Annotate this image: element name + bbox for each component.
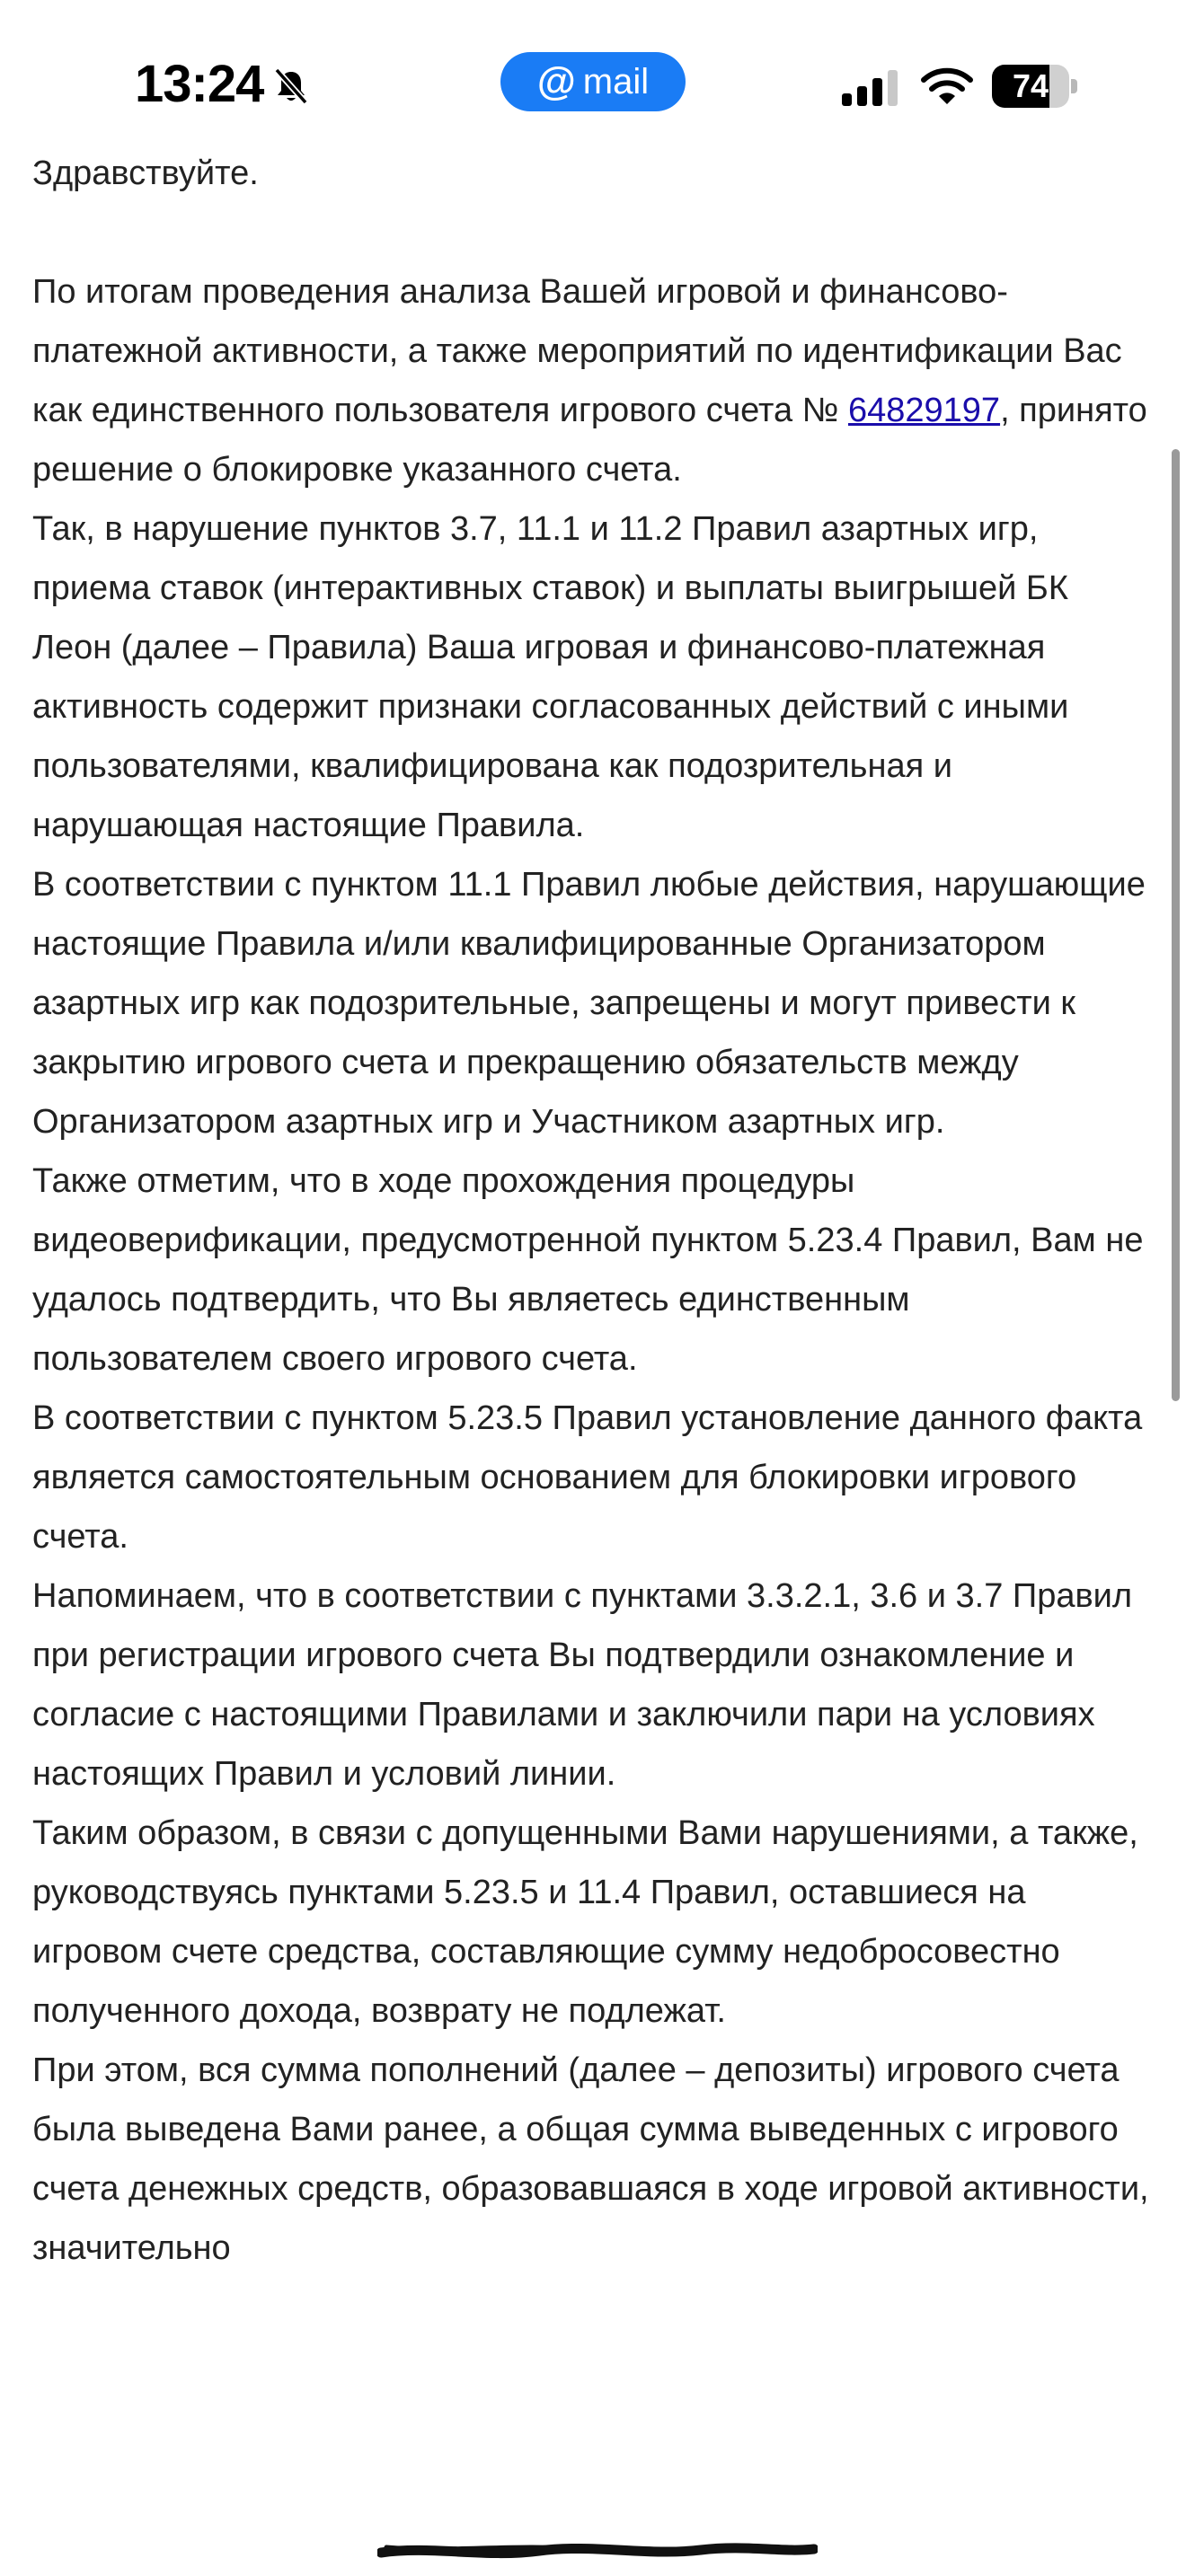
email-paragraph-8: При этом, вся сумма пополнений (далее – депозиты) игрового счета была выведена Вами ранее, а общая сумма выведенных с игрового счета денежных средств, образовавшаяся в ходе игровой активности, значительно [32, 2051, 1149, 2267]
battery-icon [992, 65, 1078, 108]
email-paragraph-3: В соответствии с пунктом 11.1 Правил любые действия, нарушающие настоящие Правила и/или квалифицированные Организатором азартных игр как подозрительные, запрещены и могут привести к закрытию игрового счета и прекращению обязательств между Организатором азартных игр и Участником азартных игр. [32, 866, 1146, 1141]
email-paragraph-6: Напоминаем, что в соответствии с пунктами 3.3.2.1, 3.6 и 3.7 Правил при регистрации игрового счета Вы подтвердили ознакомление и согласие с настоящими Правилами и заключили пари на условиях настоящих Правил и условий линии. [32, 1577, 1133, 1793]
mail-label: mail [582, 61, 650, 101]
redaction-scribble [377, 2526, 818, 2576]
battery-percent: 74 [1012, 67, 1049, 104]
battery-body [992, 65, 1069, 108]
email-greeting: Здравствуйте. [32, 154, 259, 192]
battery-cap [1071, 79, 1077, 93]
wifi-icon [921, 66, 973, 106]
email-paragraph-4: Также отметим, что в ходе прохождения процедуры видеоверификации, предусмотренной пунктом 5.23.4 Правил, Вам не удалось подтвердить, что Вы являетесь единственным пользователем своего игрового счета. [32, 1162, 1144, 1378]
account-number-link[interactable]: 64829197 [847, 392, 1001, 429]
status-time: 13:24 [135, 55, 264, 113]
status-bar [0, 0, 1186, 162]
at-icon: @ [536, 59, 576, 103]
email-paragraph-5: В соответствии с пунктом 5.23.5 Правил установление данного факта является самостоятельным основанием для блокировки игрового счета. [32, 1399, 1143, 1556]
email-paragraph-2: Так, в нарушение пунктов 3.7, 11.1 и 11.2 Правил азартных игр, приема ставок (интерактивных ставок) и выплаты выигрышей БК Леон (далее – Правила) Ваша игровая и финансово-платежная активность содержит признаки согласованных действий с иными пользователями, квалифицирована как подозрительная и нарушающая настоящие Правила. [32, 510, 1069, 844]
blank-line [32, 203, 1155, 262]
mail-app-pill[interactable] [500, 52, 686, 111]
bell-slash-icon [271, 66, 311, 106]
paragraph-1-text-start: По итогам проведения анализа Вашей игровой и финансово-платежной активности, а также мероприятий по идентификации Вас как единственного пользователя игрового счета № [32, 273, 1122, 429]
cellular-signal-icon [840, 68, 903, 106]
email-paragraph-7: Таким образом, в связи с допущенными Вами нарушениями, а также, руководствуясь пунктами 5.23.5 и 11.4 Правил, оставшиеся на игровом счете средства, составляющие сумму недобросовестно полученного дохода, возврату не подлежат. [32, 1814, 1138, 2030]
email-paragraph-1 [32, 262, 1155, 499]
paragraph-1-text-end: , принято решение о блокировке указанного счета. [32, 392, 1147, 489]
email-body [32, 144, 1155, 2278]
scrollbar[interactable] [1172, 449, 1180, 1401]
